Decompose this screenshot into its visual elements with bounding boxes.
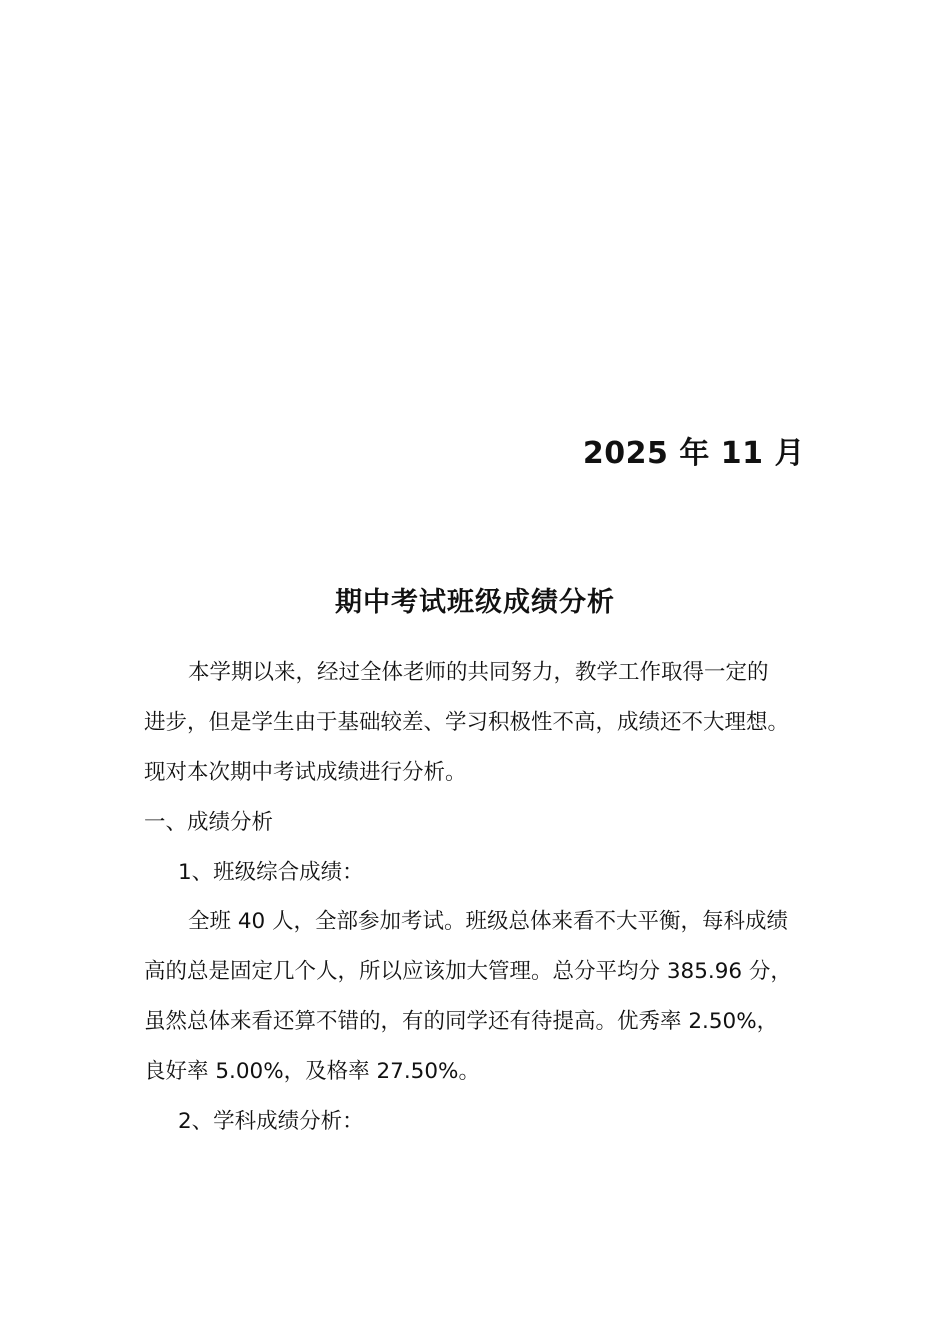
document-title: 期中考试班级成绩分析 (335, 587, 615, 618)
paragraph-class-line-1: 全班 40 人，全部参加考试。班级总体来看不大平衡，每科成绩 (188, 909, 789, 934)
paragraph-class-line-2: 高的总是固定几个人，所以应该加大管理。总分平均分 385.96 分， (144, 959, 792, 984)
paragraph-class-line-3: 虽然总体来看还算不错的，有的同学还有待提高。优秀率 2.50%， (144, 1009, 779, 1034)
subsection-heading-subject-analysis: 2、学科成绩分析： (178, 1109, 364, 1134)
paragraph-class-line-4: 良好率 5.00%，及格率 27.50%。 (144, 1059, 480, 1084)
paragraph-intro-line-1: 本学期以来，经过全体老师的共同努力，教学工作取得一定的 (188, 660, 769, 685)
paragraph-intro-line-2: 进步，但是学生由于基础较差、学习积极性不高，成绩还不大理想。 (144, 710, 790, 735)
document-date: 2025 年 11 月 (582, 436, 805, 471)
subsection-heading-class-overall: 1、班级综合成绩： (178, 860, 364, 885)
section-heading-score-analysis: 一、成绩分析 (144, 810, 274, 835)
paragraph-intro-line-3: 现对本次期中考试成绩进行分析。 (144, 760, 467, 785)
